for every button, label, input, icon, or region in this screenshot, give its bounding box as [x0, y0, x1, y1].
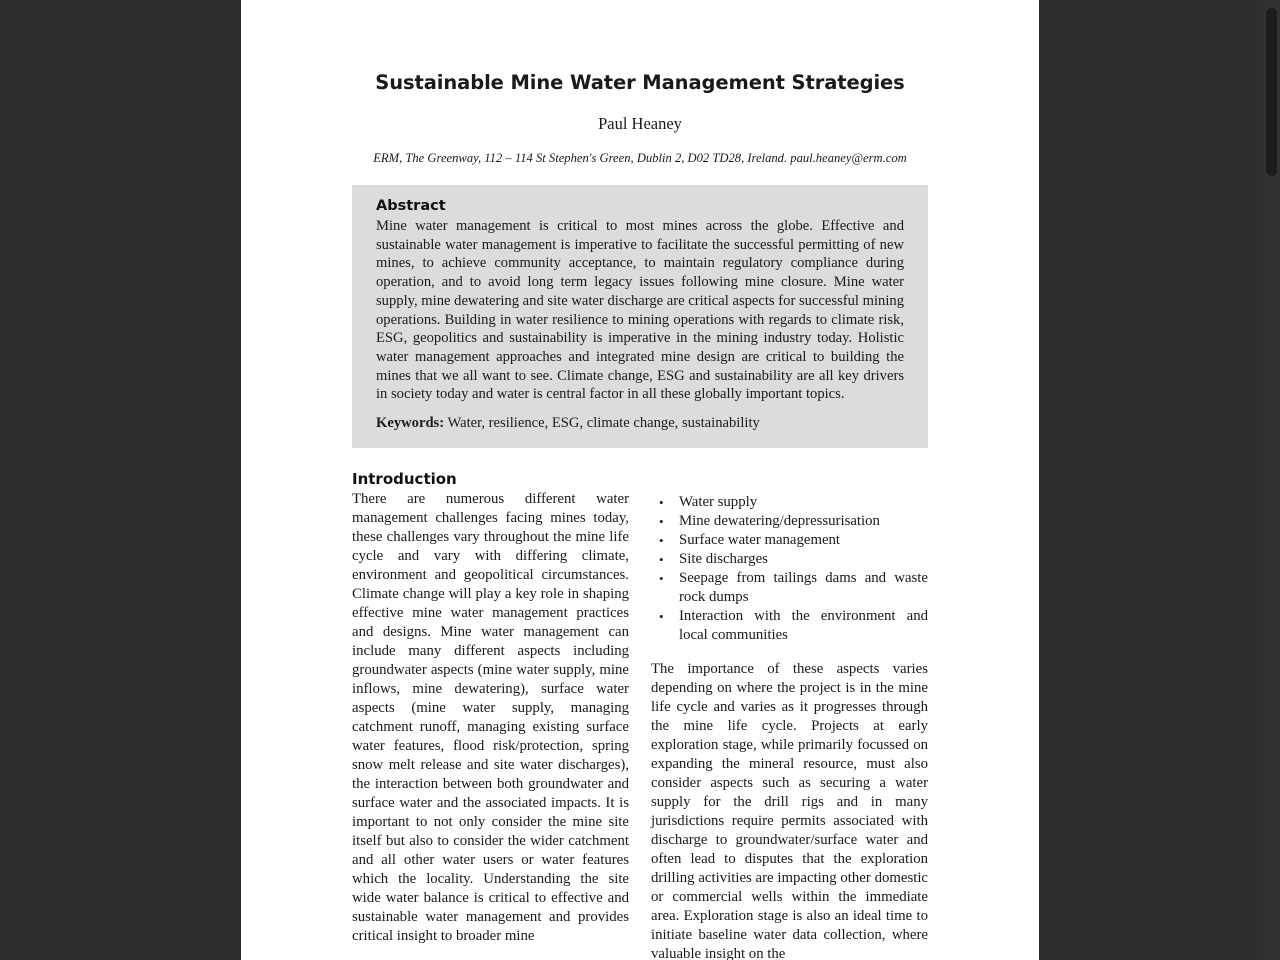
list-item: • Surface water management: [679, 531, 928, 550]
author-affiliation: ERM, The Greenway, 112 – 114 St Stephen's Green, Dublin 2, D02 TD28, Ireland. paul.heaney@erm.com: [373, 151, 907, 165]
document-page: [241, 0, 1039, 960]
author-name: Paul Heaney: [598, 114, 682, 133]
abstract-heading: Abstract: [376, 198, 446, 214]
water-aspects-list: [651, 493, 928, 645]
scrollbar-thumb[interactable]: [1266, 8, 1277, 176]
abstract-section: [352, 185, 928, 448]
list-item: • Site discharges: [679, 550, 928, 569]
keywords-value: Water, resilience, ESG, climate change, sustainability: [447, 415, 760, 432]
right-column-paragraph: The importance of these aspects varies depending on where the project is in the mine life cycle and varies as it progresses through the mine life cycle. Projects at early exploration stage, while primarily focussed on expanding the mineral resource, must also consider aspects such as securing a water supply for the drill rigs and in many jurisdictions require permits associated with discharge to groundwater/surface water and often lead to disputes that the exploration drilling activities are impacting other domestic or commercial wells within the immediate area. Exploration stage is also an ideal time to initiate baseline water data collection, where valuable insight on the: [651, 660, 928, 960]
introduction-paragraph: There are numerous different water management challenges facing mines today, these challenges vary throughout the mine life cycle and vary with differing climate, environment and geopolitical circumstances. Climate change will play a key role in shaping effective mine water management practices and designs. Mine water management can include many different aspects including groundwater aspects (mine water supply, mine inflows, mine dewatering), surface water aspects (mine water supply, managing catchment runoff, managing existing surface water features, flood risk/protection, spring snow melt release and site water discharges), the interaction between both groundwater and surface water and the associated impacts. It is important to not only consider the mine site itself but also to consider the wider catchment and all other water users or water features which the locality. Understanding the site wide water balance is critical to effective and sustainable water management and provides critical insight to broader mine: [352, 490, 629, 944]
keywords-label: Keywords:: [376, 415, 445, 432]
column-spacer: [651, 470, 928, 487]
two-column-body: [352, 470, 928, 960]
page-content: [241, 0, 1039, 960]
keywords-line: [376, 414, 904, 433]
left-column: [352, 470, 629, 960]
list-item: • Mine dewatering/depressurisation: [679, 512, 928, 531]
list-item: • Seepage from tailings dams and waste rock dumps: [679, 569, 928, 607]
right-column: [651, 470, 928, 960]
list-item: • Water supply: [679, 493, 928, 512]
introduction-heading: Introduction: [352, 469, 457, 488]
list-item: • Interaction with the environment and local communities: [679, 607, 928, 645]
abstract-text: Mine water management is critical to most mines across the globe. Effective and sustainable water management is imperative to facilitate the successful permitting of new mines, to achieve community acceptance, to maintain regulatory compliance during operation, and to avoid long term legacy issues following mine closure. Mine water supply, mine dewatering and site water discharge are critical aspects for successful mining operations. Building in water resilience to mining operations with regards to climate risk, ESG, geopolitics and sustainability is imperative in the mining industry today. Holistic water management approaches and integrated mine design are critical to building the mines that we all want to see. Climate change, ESG and sustainability are all key drivers in society today and water is central factor in all these globally important topics.: [376, 218, 904, 403]
page-title: Sustainable Mine Water Management Strategies: [375, 71, 905, 94]
vertical-scrollbar[interactable]: [1263, 0, 1280, 960]
